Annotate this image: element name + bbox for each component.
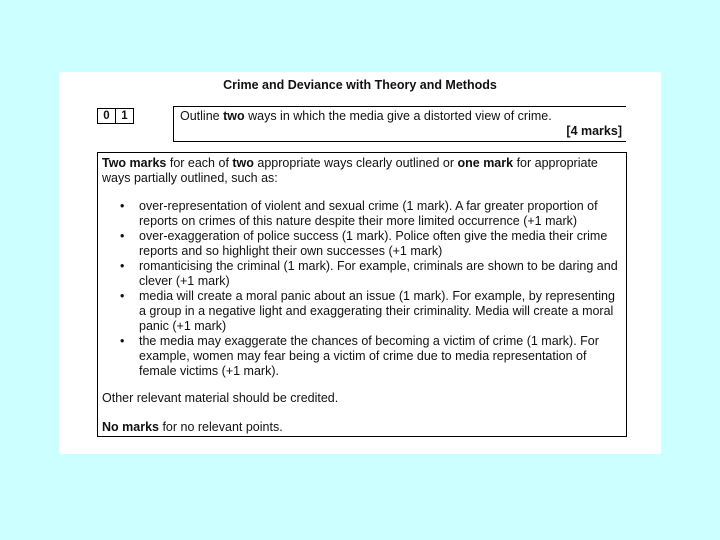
question-number: [97, 108, 134, 124]
mark-scheme-intro: Two marks for each of two appropriate ways clearly outlined or one mark for appropriate ways partially outlined, such as:: [102, 156, 598, 185]
document-page: [59, 72, 661, 454]
list-item: • over-exaggeration of police success (1 mark). Police often give the media their crime reports and so highlight their own successes (+1 mark): [120, 229, 608, 258]
mark-scheme-box: [97, 152, 627, 437]
question-number-digit: 1: [116, 108, 134, 124]
bullet-icon: •: [120, 199, 125, 213]
no-marks-note: No marks for no relevant points.: [102, 420, 283, 434]
bullet-icon: •: [120, 289, 125, 303]
list-item: • the media may exaggerate the chances of becoming a victim of crime (1 mark). For example, women may fear being a victim of crime due to media representation of female victims (+1 mark).: [120, 334, 599, 378]
other-material-note: Other relevant material should be credited.: [102, 391, 339, 405]
list-item: • media will create a moral panic about an issue (1 mark). For example, by representing a group in a negative light and exaggerating their criminality. Media will create a moral panic (+1 mark): [120, 289, 615, 333]
list-item: • over-representation of violent and sexual crime (1 mark). A far greater proportion of reports on crimes of this nature despite their more limited occurrence (+1 mark): [120, 199, 598, 228]
bullet-icon: •: [120, 229, 125, 243]
bullet-icon: •: [120, 334, 125, 348]
question-number-digit: 0: [97, 108, 116, 124]
mark-scheme-points: [98, 199, 620, 379]
document-title: Crime and Deviance with Theory and Methods: [223, 78, 497, 92]
bullet-icon: •: [120, 259, 125, 273]
question-marks: [4 marks]: [566, 124, 622, 138]
question-box: [173, 106, 626, 142]
question-text: Outline two ways in which the media give a distorted view of crime.: [180, 109, 552, 123]
list-item: • romanticising the criminal (1 mark). For example, criminals are shown to be daring and clever (+1 mark): [120, 259, 618, 288]
